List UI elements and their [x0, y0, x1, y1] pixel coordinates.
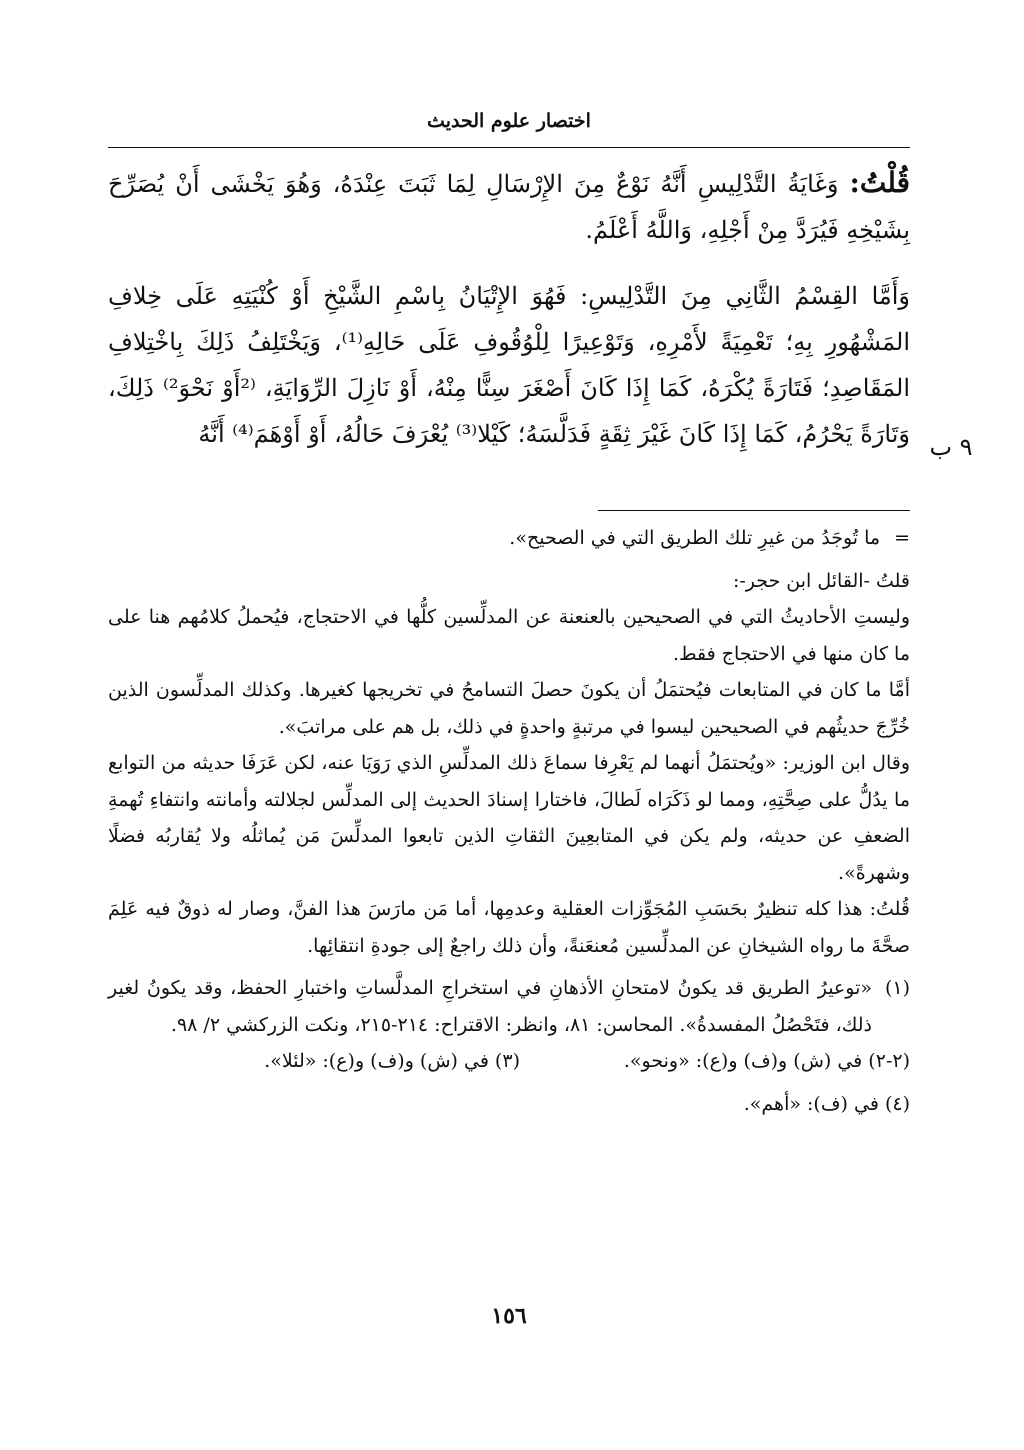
footnote-1-number: (١)	[884, 977, 910, 999]
footnote-separator	[598, 510, 910, 511]
header-rule	[108, 147, 910, 148]
note-paragraph-6: قُلتُ: هذا كله تنظيرٌ بحَسَبِ المُجَوِّزات العقلية وعدمِها، أما مَن مارَسَ هذا الفنَّ، وصار له ذوقٌ فيه عَلِمَ صحَّةَ ما رواه الشيخانِ عن المدلِّسين مُعنعَنةً، وأن ذلك راجعٌ إلى جودةِ انتقائِها.	[108, 898, 910, 957]
note-paragraph-3: وليستِ الأحاديثُ التي في الصحيحين بالعنعنة عن المدلِّسين كلُّها في الاحتجاج، فيُحملُ كلامُهم هنا على ما كان منها في الاحتجاج فقط.	[108, 606, 910, 665]
footnote-1	[108, 970, 910, 1043]
footnote-3: (٣) في (ش) و(ف) و(ع): «لئلا».	[264, 1050, 520, 1072]
footnote-row	[108, 1043, 910, 1080]
note-paragraph-4: أمَّا ما كان في المتابعات فيُحتمَلُ أن يكونَ حصلَ التسامحُ في تخريجها كغيرها. وكذلك المدلِّسون الذين خُرِّجَ حديثُهم في الصحيحين ليسوا في مرتبةٍ واحدةٍ في ذلك، بل هم على مراتبَ».	[108, 679, 910, 738]
main-paragraph-2: وَأَمَّا القِسْمُ الثَّانِي مِنَ التَّدْلِيسِ: فَهُوَ الإِتْيَانُ بِاسْمِ الشَّيْخِ أَوْ كُنْيَتِهِ عَلَى خِلافِ المَشْهُورِ بِهِ؛ تَعْمِيَةً لأَمْرِهِ، وَتَوْعِيرًا لِلْوُقُوفِ عَلَى حَالِهِ⁽¹⁾، وَيَخْتَلِفُ ذَلِكَ بِاخْتِلافِ المَقَاصِدِ؛ فَتَارَةً يُكْرَهُ، كَمَا إِذَا كَانَ أَصْغَرَ سِنًّا مِنْهُ، أَوْ نَازِلَ الرِّوَايَةِ، ⁽²أَوْ نَحْوَ²⁾ ذَلِكَ، وَتَارَةً يَحْرُمُ، كَمَا إِذَا كَانَ غَيْرَ ثِقَةٍ فَدَلَّسَهُ؛ كَيْلا⁽³⁾ يُعْرَفَ حَالُهُ، أَوْ أَوْهَمَ⁽⁴⁾ أَنَّهُ	[108, 282, 910, 448]
main-text	[108, 160, 910, 457]
manuscript-folio-marker: ٩ ب	[929, 433, 973, 461]
main-paragraph-1	[108, 160, 910, 253]
note-continuation	[108, 520, 910, 557]
qultu-lead: قُلْتُ:	[849, 166, 910, 199]
note-line-1: ما تُوجَدُ من غيرِ تلك الطريق التي في الصحيح».	[509, 527, 881, 549]
note-line-2: قلتُ -القائل ابن حجر-:	[732, 569, 910, 592]
footnotes-section	[108, 520, 910, 1122]
running-header: اختصار علوم الحديث	[427, 110, 591, 132]
footnote-1-text: «توعيرُ الطريق قد يكونُ لامتحانِ الأذهانِ في استخراجِ المدلَّساتِ واختبارِ الحفظ، وقد يكونُ لغير ذلك، فتَحْصُلُ المفسدةُ». المحاسن: ٨١، وانظر: الاقتراح: ٢١٤-٢١٥، ونكت الزركشي ٢/ ٩٨.	[108, 977, 872, 1036]
page-number: ١٥٦	[491, 1303, 527, 1329]
footnote-4: (٤) في (ف): «أهم».	[743, 1092, 910, 1115]
note-paragraph-5: وقال ابن الوزير: «ويُحتمَلُ أنهما لم يَعْرِفا سماعَ ذلك المدلِّسِ الذي رَوَيَا عنه، لكن عَرَفَا حديثه من التوابع ما يدُلُّ على صِحَّتِهِ، ومما لو ذَكَرَاه لَطالَ، فاختارا إسنادَ الحديث إلى المدلِّس لجلالته وأمانته وانتفاءِ تُهمةِ الضعفِ عن حديثه، ولم يكن في المتابعِينَ الثقاتِ الذين تابعوا المدلِّسَ مَن يُماثلُه ولا يُقاربُه فضلًا وشهرةً».	[108, 752, 910, 884]
footnote-2: (٢-٢) في (ش) و(ف) و(ع): «ونحو».	[623, 1050, 910, 1072]
continuation-marker: =	[894, 527, 910, 549]
main-paragraph-1-text: وَغَايَةُ التَّدْلِيسِ أَنَّهُ نَوْعٌ مِنَ الإِرْسَالِ لِمَا ثَبَتَ عِنْدَهُ، وَهُوَ يَخْشَى أَنْ يُصَرِّحَ بِشَيْخِهِ فَيُرَدَّ مِنْ أَجْلِهِ، وَاللَّهُ أَعْلَمُ.	[108, 170, 910, 244]
